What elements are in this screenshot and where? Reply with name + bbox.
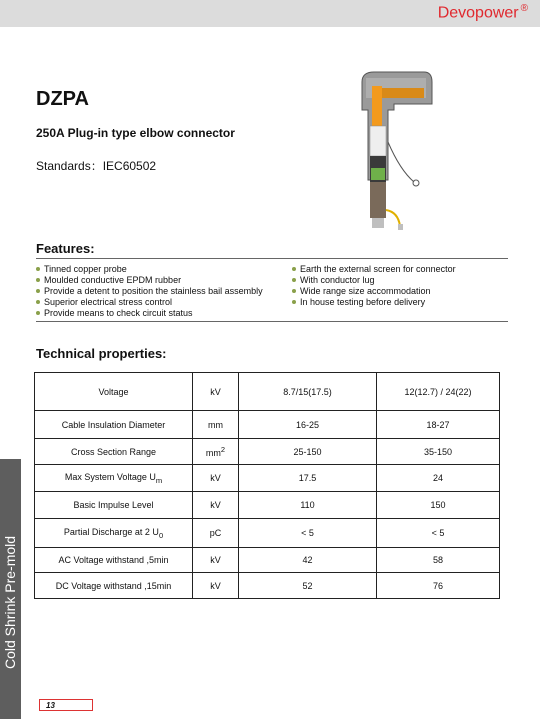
table-cell: 58	[377, 548, 500, 573]
table-cell: 76	[377, 573, 500, 599]
table-cell: kV	[193, 373, 239, 411]
unit-superscript: 2	[220, 445, 226, 454]
side-label: Cold Shrink Pre-mold	[2, 535, 18, 669]
table-row	[35, 548, 500, 573]
features-bottom-divider	[36, 321, 508, 322]
features-top-divider	[36, 258, 508, 259]
elbow-connector-image	[340, 70, 450, 240]
table-cell: mm	[193, 411, 239, 439]
table-cell: < 5	[239, 519, 377, 548]
registered-mark: ®	[520, 3, 528, 14]
table-cell: kV	[193, 465, 239, 492]
table-cell: Basic Impulse Level	[35, 492, 193, 519]
table-row	[35, 573, 500, 599]
list-item: In house testing before delivery	[292, 297, 456, 308]
table-cell: 8.7/15(17.5)	[239, 373, 377, 411]
table-cell: 150	[377, 492, 500, 519]
table-cell	[193, 439, 239, 465]
table-cell: 42	[239, 548, 377, 573]
table-cell: 12(12.7) / 24(22)	[377, 373, 500, 411]
param-subscript: m	[155, 475, 163, 485]
table-cell: kV	[193, 492, 239, 519]
list-item: Moulded conductive EPDM rubber	[36, 275, 263, 286]
table-cell: AC Voltage withstand ,5min	[35, 548, 193, 573]
table-cell: 17.5	[239, 465, 377, 492]
table-cell: 25-150	[239, 439, 377, 465]
features-heading: Features:	[36, 241, 95, 256]
table-cell	[35, 465, 193, 492]
table-row	[35, 373, 500, 411]
technical-heading: Technical properties:	[36, 346, 167, 361]
table-row	[35, 465, 500, 492]
page-number: 13	[39, 699, 93, 711]
param-name: Max System Voltage U	[64, 471, 156, 482]
brand-name: Devopower	[437, 4, 519, 22]
unit-text: mm	[205, 448, 221, 458]
table-cell	[35, 519, 193, 548]
table-row	[35, 492, 500, 519]
table-cell: DC Voltage withstand ,15min	[35, 573, 193, 599]
table-cell: kV	[193, 548, 239, 573]
list-item: Earth the external screen for connector	[292, 264, 456, 275]
table-row	[35, 439, 500, 465]
list-item: Superior electrical stress control	[36, 297, 263, 308]
list-item: Tinned copper probe	[36, 264, 263, 275]
features-list-left	[36, 264, 263, 319]
features-list-right	[292, 264, 456, 308]
table-cell: 16-25	[239, 411, 377, 439]
table-cell: 24	[377, 465, 500, 492]
list-item: Wide range size accommodation	[292, 286, 456, 297]
table-cell: 52	[239, 573, 377, 599]
brand-logo	[438, 3, 528, 22]
list-item: Provide means to check circuit status	[36, 308, 263, 319]
table-cell: Cable Insulation Diameter	[35, 411, 193, 439]
param-name: Partial Discharge at 2 U	[63, 526, 159, 537]
table-cell: 35-150	[377, 439, 500, 465]
table-cell: Voltage	[35, 373, 193, 411]
param-subscript: 0	[158, 530, 164, 540]
list-item: Provide a detent to position the stainless bail assembly	[36, 286, 263, 297]
list-item: With conductor lug	[292, 275, 456, 286]
table-row	[35, 519, 500, 548]
table-cell: < 5	[377, 519, 500, 548]
product-title: DZPA	[36, 88, 89, 110]
table-cell: 18-27	[377, 411, 500, 439]
product-subtitle: 250A Plug-in type elbow connector	[36, 126, 235, 140]
table-row	[35, 411, 500, 439]
product-standards: Standards：IEC60502	[36, 159, 157, 173]
technical-properties-table	[34, 372, 500, 599]
table-cell: pC	[193, 519, 239, 548]
table-cell: Cross Section Range	[35, 439, 193, 465]
table-cell: 110	[239, 492, 377, 519]
table-cell: kV	[193, 573, 239, 599]
